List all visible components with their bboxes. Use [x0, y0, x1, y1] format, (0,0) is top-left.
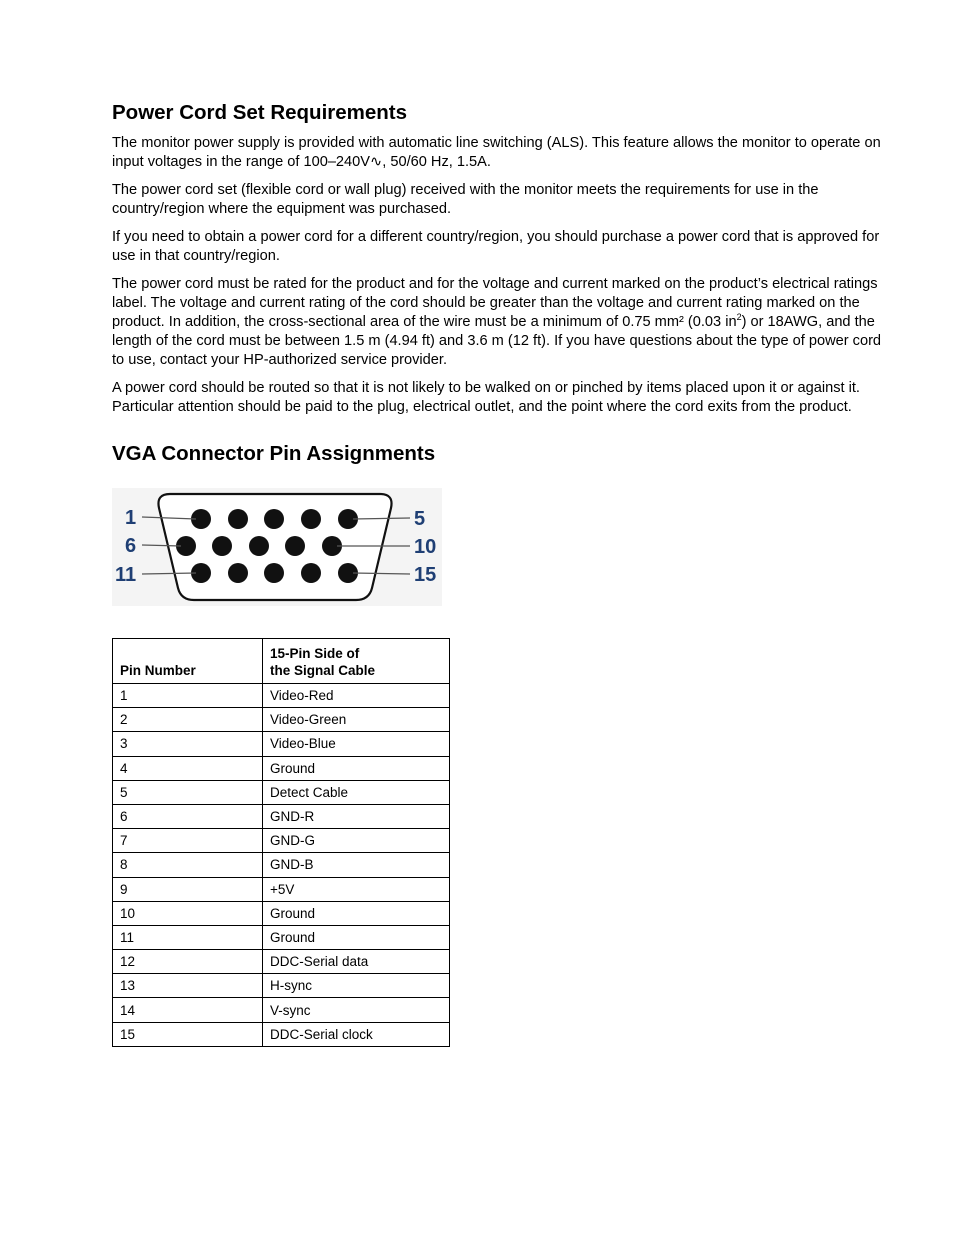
pin-cell: 5: [113, 780, 263, 804]
signal-cell: +5V: [263, 877, 450, 901]
label-pin-10: 10: [414, 536, 437, 558]
header-signal-line2: the Signal Cable: [270, 663, 376, 678]
pin-cell: 4: [113, 756, 263, 780]
vga-section: [112, 441, 882, 1047]
table-row: [113, 853, 450, 877]
label-pin-6: 6: [125, 535, 137, 557]
pin-7: [212, 536, 232, 556]
table-row: [113, 974, 450, 998]
table-row: [113, 1022, 450, 1046]
label-pin-15: 15: [414, 564, 437, 586]
pin-3: [264, 509, 284, 529]
header-signal-cable: [263, 639, 450, 684]
paragraph-cord-set: The power cord set (flexible cord or wall plug) received with the monitor meets the requirements for use in the country/region where the equipment was purchased.: [112, 182, 819, 217]
pin-14: [301, 563, 321, 583]
pin-2: [228, 509, 248, 529]
power-cord-heading: Power Cord Set Requirements: [112, 101, 408, 124]
power-cord-section: [112, 100, 882, 417]
table-row: [113, 829, 450, 853]
signal-cell: Video-Blue: [263, 732, 450, 756]
table-row: [113, 925, 450, 949]
table-row: [113, 756, 450, 780]
header-pin-number: Pin Number: [113, 639, 263, 684]
paragraph-als: The monitor power supply is provided with automatic line switching (ALS). This feature allows the monitor to operate on input voltages in the range of 100–240V∿, 50/60 Hz, 1.5A.: [112, 135, 881, 170]
signal-cell: DDC-Serial clock: [263, 1022, 450, 1046]
table-row: [113, 950, 450, 974]
pin-cell: 6: [113, 804, 263, 828]
table-row: [113, 804, 450, 828]
pin-13: [264, 563, 284, 583]
paragraph-other-country: If you need to obtain a power cord for a different country/region, you should purchase a power cord that is approved for use in that country/region.: [112, 229, 880, 264]
signal-cell: Ground: [263, 901, 450, 925]
superscript-2: 2: [736, 312, 742, 323]
paragraph-rating: [112, 275, 882, 370]
pin-assignment-table: [112, 638, 450, 1047]
pin-cell: 12: [113, 950, 263, 974]
table-row: [113, 708, 450, 732]
table-row: [113, 732, 450, 756]
pin-cell: 1: [113, 684, 263, 708]
pin-cell: 3: [113, 732, 263, 756]
pin-4: [301, 509, 321, 529]
label-pin-11: 11: [115, 564, 137, 586]
signal-cell: V-sync: [263, 998, 450, 1022]
table-row: [113, 684, 450, 708]
vga-connector-diagram: [112, 488, 442, 606]
rating-text-b: ) or 18AWG, and the length of the cord must be between 1.5 m (4.94 ft) and 3.6 m (12 ft). If you have questions about the type of power cord to use, contact your HP-authorized service provider.: [112, 314, 882, 368]
signal-cell: Video-Green: [263, 708, 450, 732]
signal-cell: GND-R: [263, 804, 450, 828]
table-row: [113, 877, 450, 901]
signal-cell: GND-B: [263, 853, 450, 877]
signal-cell: DDC-Serial data: [263, 950, 450, 974]
rating-text-a: The power cord must be rated for the product and for the voltage and current marked on the product’s electrical ratings label. The voltage and current rating of the cord should be greater than the voltage and current rating marked on the product. In addition, the cross-sectional area of the wire must be a minimum of 0.75 mm² (0.03 in: [112, 276, 878, 330]
signal-cell: Ground: [263, 925, 450, 949]
table-header-row: [113, 639, 450, 684]
pin-cell: 15: [113, 1022, 263, 1046]
page-content: [112, 100, 882, 1047]
pin-8: [249, 536, 269, 556]
pin-cell: 2: [113, 708, 263, 732]
label-pin-5: 5: [414, 508, 426, 530]
table-row: [113, 780, 450, 804]
signal-cell: Detect Cable: [263, 780, 450, 804]
pin-cell: 13: [113, 974, 263, 998]
pin-cell: 8: [113, 853, 263, 877]
signal-cell: Ground: [263, 756, 450, 780]
signal-cell: GND-G: [263, 829, 450, 853]
pin-9: [285, 536, 305, 556]
pin-cell: 9: [113, 877, 263, 901]
pin-cell: 14: [113, 998, 263, 1022]
pin-12: [228, 563, 248, 583]
signal-cell: Video-Red: [263, 684, 450, 708]
vga-heading: VGA Connector Pin Assignments: [112, 442, 436, 465]
header-signal-line1: 15-Pin Side of: [270, 646, 360, 661]
pin-cell: 10: [113, 901, 263, 925]
paragraph-routing: A power cord should be routed so that it is not likely to be walked on or pinched by items placed upon it or against it. Particular attention should be paid to the plug, electrical outlet, and the point where the cord exits from the product.: [112, 380, 860, 415]
pin-cell: 11: [113, 925, 263, 949]
signal-cell: H-sync: [263, 974, 450, 998]
pin-cell: 7: [113, 829, 263, 853]
label-pin-1: 1: [125, 507, 137, 529]
table-row: [113, 998, 450, 1022]
table-row: [113, 901, 450, 925]
